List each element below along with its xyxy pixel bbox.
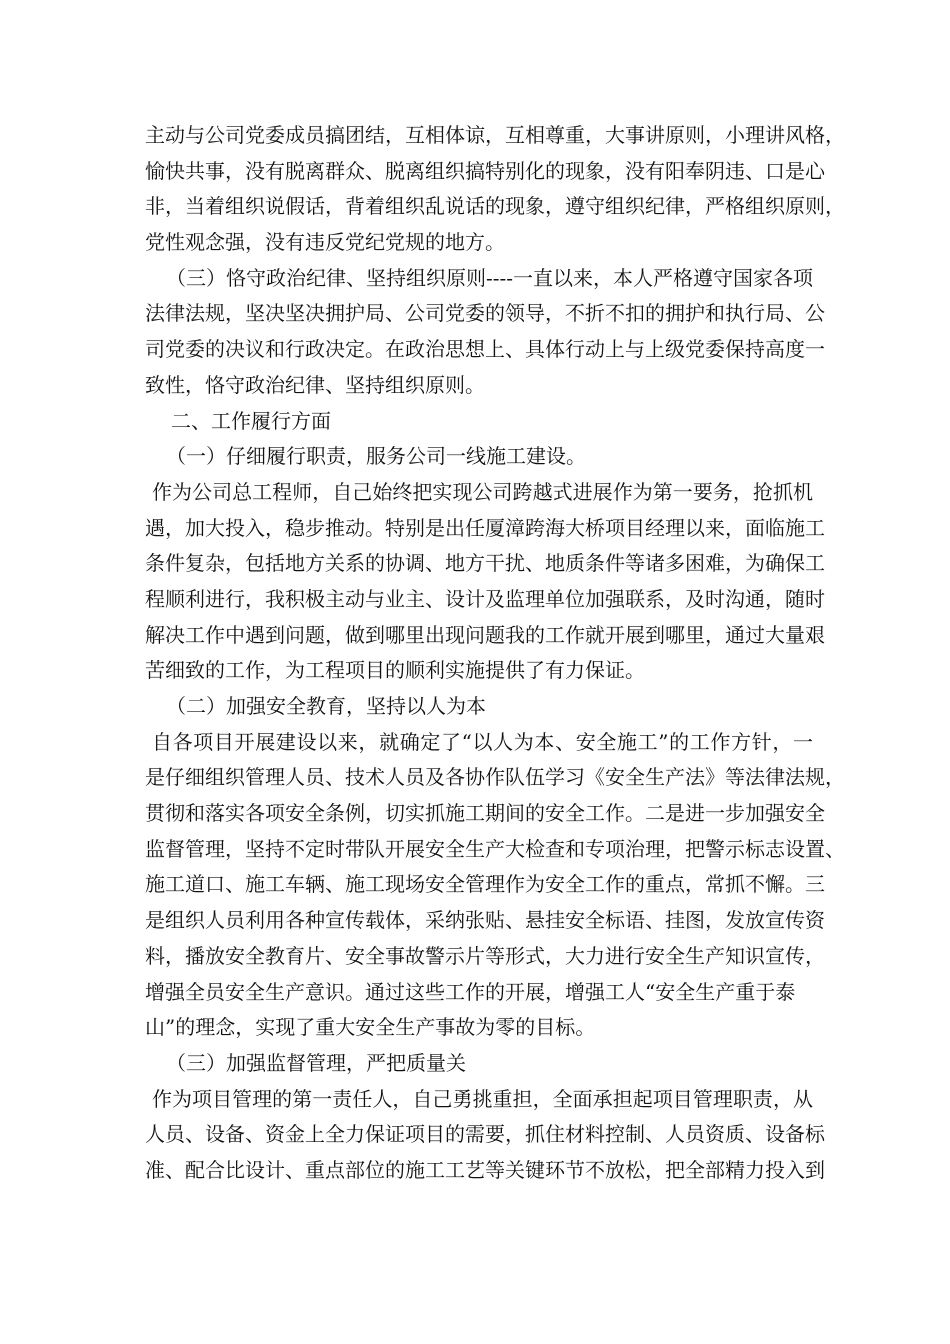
text-line: 山”的理念，实现了重大安全生产事故为零的目标。 [145, 1015, 596, 1040]
subsection-heading-safety: （二）加强安全教育，坚持以人为本 [166, 694, 486, 718]
text-line: 施工道口、施工车辆、施工现场安全管理作为安全工作的重点，常抓不懈。三 [145, 872, 825, 897]
text-line: 自各项目开展建设以来，就确定了“以人为本、安全施工”的工作方针，一 [152, 729, 813, 754]
text-line: 解决工作中遇到问题，做到哪里出现问题我的工作就开展到哪里，通过大量艰 [145, 622, 825, 647]
text-line: 贯彻和落实各项安全条例，切实抓施工期间的安全工作。二是进一步加强安全 [145, 801, 825, 826]
text-line: 监督管理，坚持不定时带队开展安全生产大检查和专项治理，把警示标志设置、 [145, 836, 845, 861]
text-line: 致性，恪守政治纪律、坚持组织原则。 [145, 372, 485, 397]
text-line: 作为公司总工程师，自己始终把实现公司跨越式进展作为第一要务，抢抓机 [152, 479, 813, 504]
text-line: 愉快共事，没有脱离群众、脱离组织搞特别化的现象，没有阳奉阴违、口是心 [145, 158, 825, 183]
text-line: 司党委的决议和行政决定。在政治思想上、具体行动上与上级党委保持高度一 [145, 337, 825, 362]
text-line: 是组织人员利用各种宣传载体，采纳张贴、悬挂安全标语、挂图，发放宣传资 [145, 908, 825, 933]
section-heading-work-performance: 二、工作履行方面 [171, 408, 331, 433]
text-line: 料，播放安全教育片、安全事故警示片等形式，大力进行安全生产知识宣传， [145, 943, 825, 968]
text-line: 党性观念强，没有违反党纪党规的地方。 [145, 230, 505, 255]
text-line: 准、配合比设计、重点部位的施工工艺等关键环节不放松，把全部精力投入到 [145, 1157, 825, 1182]
text-line: 是仔细组织管理人员、技术人员及各协作队伍学习《安全生产法》等法律法规， [145, 765, 845, 790]
text-line: 法律法规，坚决坚决拥护局、公司党委的领导，不折不扣的拥护和执行局、公 [145, 301, 825, 326]
text-line: 条件复杂，包括地方关系的协调、地方干扰、地质条件等诸多困难，为确保工 [145, 551, 825, 576]
text-line: 作为项目管理的第一责任人，自己勇挑重担，全面承担起项目管理职责，从 [152, 1086, 813, 1111]
text-line: 人员、设备、资金上全力保证项目的需要，抓住材料控制、人员资质、设备标 [145, 1122, 825, 1147]
text-line: 非，当着组织说假话，背着组织乱说话的现象，遵守组织纪律，严格组织原则， [145, 194, 845, 219]
subsection-heading-duties: （一）仔细履行职责，服务公司一线施工建设。 [166, 444, 586, 469]
document-body [145, 118, 845, 1189]
text-line: 程顺利进行，我积极主动与业主、设计及监理单位加强联系，及时沟通，随时 [145, 586, 825, 611]
text-line: 遇，加大投入，稳步推动。特别是出任厦漳跨海大桥项目经理以来，面临施工 [145, 515, 825, 540]
text-line: 苦细致的工作，为工程项目的顺利实施提供了有力保证。 [145, 658, 645, 683]
text-line: 增强全员安全生产意识。通过这些工作的开展，增强工人“安全生产重于泰 [145, 979, 796, 1004]
subsection-heading-quality: （三）加强监督管理，严把质量关 [166, 1050, 466, 1075]
section-heading-political-discipline: （三）恪守政治纪律、坚持组织原则----一直以来，本人严格遵守国家各项 [166, 265, 814, 290]
text-line: 主动与公司党委成员搞团结，互相体谅，互相尊重，大事讲原则，小理讲风格， [145, 123, 845, 147]
